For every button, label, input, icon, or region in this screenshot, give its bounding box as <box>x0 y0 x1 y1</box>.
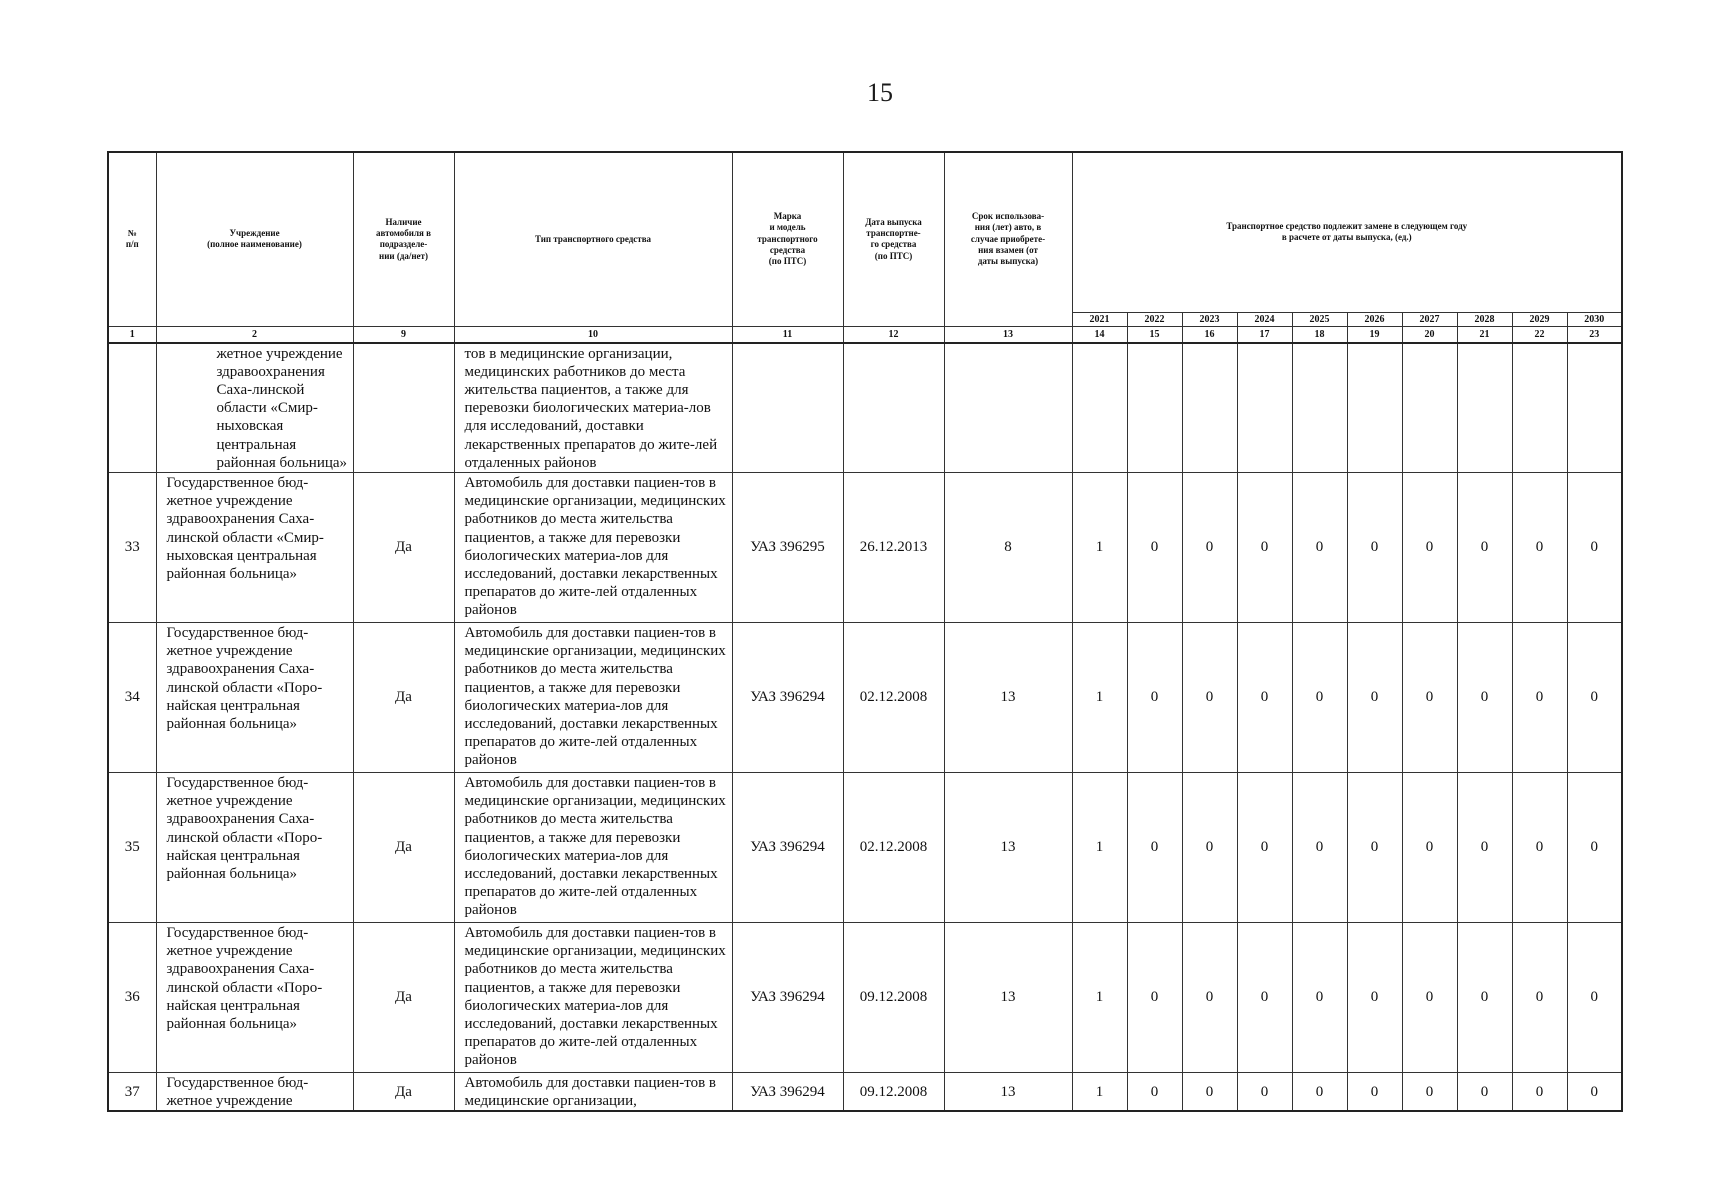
vehicle-type: тов в медицинские организации, медицинских работников до места жительства пациентов, а также для перевозки биологических материа-лов для исследований, доставки лекарственных препаратов до жите-лей отдаленных районов <box>454 343 732 473</box>
year-value <box>1127 343 1182 473</box>
year-value <box>1182 343 1237 473</box>
year-value: 0 <box>1402 1072 1457 1111</box>
year-value: 0 <box>1182 772 1237 922</box>
header-replacement-year: Транспортное средство подлежит замене в следующем году в расчете от даты выпуска, (ед.) <box>1072 152 1622 312</box>
year-value: 0 <box>1182 622 1237 772</box>
year-value: 0 <box>1127 1072 1182 1111</box>
institution-name: Государственное бюд-жетное учреждение здравоохранения Саха-линской области «Поро-найская центральная районная больница» <box>156 772 353 922</box>
column-number: 18 <box>1292 326 1347 343</box>
column-number: 17 <box>1237 326 1292 343</box>
table-row <box>108 922 1622 1072</box>
year-value <box>1072 343 1127 473</box>
vehicle-model: УАЗ 396294 <box>732 922 843 1072</box>
year-value: 1 <box>1072 622 1127 772</box>
vehicle-model: УАЗ 396294 <box>732 1072 843 1111</box>
year-value: 1 <box>1072 922 1127 1072</box>
table-row <box>108 1072 1622 1111</box>
year-value: 0 <box>1402 922 1457 1072</box>
column-number: 20 <box>1402 326 1457 343</box>
availability: Да <box>353 922 454 1072</box>
usage-term: 8 <box>944 472 1072 622</box>
year-value: 0 <box>1292 1072 1347 1111</box>
usage-term: 13 <box>944 1072 1072 1111</box>
year-value: 0 <box>1567 772 1622 922</box>
vehicle-model: УАЗ 396294 <box>732 622 843 772</box>
usage-term: 13 <box>944 922 1072 1072</box>
column-numbers-row <box>108 326 1622 343</box>
column-number: 14 <box>1072 326 1127 343</box>
year-value: 0 <box>1182 1072 1237 1111</box>
year-cell: 2026 <box>1347 312 1402 326</box>
table-row <box>108 772 1622 922</box>
column-number: 22 <box>1512 326 1567 343</box>
year-value <box>1402 343 1457 473</box>
year-value: 1 <box>1072 1072 1127 1111</box>
year-value: 0 <box>1182 472 1237 622</box>
header-number: № п/п <box>108 152 156 326</box>
column-number: 23 <box>1567 326 1622 343</box>
institution-name: Государственное бюд-жетное учреждение <box>156 1072 353 1111</box>
column-number: 11 <box>732 326 843 343</box>
year-value: 0 <box>1402 622 1457 772</box>
year-value <box>1237 343 1292 473</box>
year-cell: 2024 <box>1237 312 1292 326</box>
year-value <box>1292 343 1347 473</box>
column-number: 15 <box>1127 326 1182 343</box>
column-number: 9 <box>353 326 454 343</box>
header-vehicle-type: Тип транспортного средства <box>454 152 732 326</box>
year-cell: 2021 <box>1072 312 1127 326</box>
year-value <box>1457 343 1512 473</box>
column-number: 13 <box>944 326 1072 343</box>
year-value: 0 <box>1127 922 1182 1072</box>
table-row <box>108 343 1622 473</box>
year-value: 0 <box>1237 772 1292 922</box>
header-usage-term: Срок использова- ния (лет) авто, в случае приобрете- ния взамен (от даты выпуска) <box>944 152 1072 326</box>
vehicle-type: Автомобиль для доставки пациен-тов в медицинские организации, медицинских работников до места жительства пациентов, а также для перевозки биологических материа-лов для исследований, доставки лекарственных препаратов до жите-лей отдаленных районов <box>454 922 732 1072</box>
year-value: 0 <box>1567 472 1622 622</box>
header-model: Марка и модель транспортного средства (по ПТС) <box>732 152 843 326</box>
row-number <box>108 343 156 473</box>
availability <box>353 343 454 473</box>
row-number: 34 <box>108 622 156 772</box>
vehicle-replacement-table <box>107 151 1623 1112</box>
header-issue-date: Дата выпуска транспортне- го средства (по ПТС) <box>843 152 944 326</box>
year-value: 0 <box>1402 772 1457 922</box>
year-value: 0 <box>1237 622 1292 772</box>
availability: Да <box>353 622 454 772</box>
year-value: 0 <box>1127 472 1182 622</box>
year-value: 0 <box>1237 922 1292 1072</box>
column-number: 10 <box>454 326 732 343</box>
year-value: 0 <box>1237 472 1292 622</box>
year-value: 0 <box>1567 622 1622 772</box>
vehicle-type: Автомобиль для доставки пациен-тов в медицинские организации, медицинских работников до места жительства пациентов, а также для перевозки биологических материа-лов для исследований, доставки лекарственных препаратов до жите-лей отдаленных районов <box>454 622 732 772</box>
usage-term <box>944 343 1072 473</box>
column-number: 21 <box>1457 326 1512 343</box>
issue-date: 09.12.2008 <box>843 1072 944 1111</box>
year-value: 0 <box>1512 1072 1567 1111</box>
page-number: 15 <box>867 78 893 107</box>
year-value: 0 <box>1292 922 1347 1072</box>
issue-date: 26.12.2013 <box>843 472 944 622</box>
column-number: 19 <box>1347 326 1402 343</box>
vehicle-model: УАЗ 396294 <box>732 772 843 922</box>
year-value: 0 <box>1512 472 1567 622</box>
year-value: 0 <box>1457 922 1512 1072</box>
year-value: 0 <box>1512 772 1567 922</box>
year-cell: 2027 <box>1402 312 1457 326</box>
year-value: 0 <box>1347 1072 1402 1111</box>
year-cell: 2029 <box>1512 312 1567 326</box>
column-number: 2 <box>156 326 353 343</box>
year-cell: 2022 <box>1127 312 1182 326</box>
issue-date: 02.12.2008 <box>843 772 944 922</box>
year-value: 0 <box>1292 622 1347 772</box>
column-number: 1 <box>108 326 156 343</box>
institution-name: жетное учреждение здравоохранения Саха-линской области «Смир-ныховская центральная районная больница» <box>156 343 353 473</box>
year-value: 0 <box>1127 622 1182 772</box>
year-value <box>1347 343 1402 473</box>
year-cell: 2023 <box>1182 312 1237 326</box>
year-value: 0 <box>1127 772 1182 922</box>
year-cell: 2028 <box>1457 312 1512 326</box>
year-value: 0 <box>1457 622 1512 772</box>
year-value: 0 <box>1567 1072 1622 1111</box>
year-value: 0 <box>1567 922 1622 1072</box>
row-number: 33 <box>108 472 156 622</box>
issue-date <box>843 343 944 473</box>
availability: Да <box>353 1072 454 1111</box>
year-cell: 2025 <box>1292 312 1347 326</box>
vehicle-type: Автомобиль для доставки пациен-тов в медицинские организации, медицинских работников до места жительства пациентов, а также для перевозки биологических материа-лов для исследований, доставки лекарственных препаратов до жите-лей отдаленных районов <box>454 472 732 622</box>
year-value <box>1512 343 1567 473</box>
year-value: 1 <box>1072 472 1127 622</box>
vehicle-model: УАЗ 396295 <box>732 472 843 622</box>
row-number: 36 <box>108 922 156 1072</box>
row-number: 37 <box>108 1072 156 1111</box>
year-value: 0 <box>1347 622 1402 772</box>
issue-date: 09.12.2008 <box>843 922 944 1072</box>
year-value: 0 <box>1457 1072 1512 1111</box>
table-row <box>108 472 1622 622</box>
vehicle-type: Автомобиль для доставки пациен-тов в медицинские организации, медицинских работников до места жительства пациентов, а также для перевозки биологических материа-лов для исследований, доставки лекарственных препаратов до жите-лей отдаленных районов <box>454 772 732 922</box>
column-number: 12 <box>843 326 944 343</box>
table-row <box>108 622 1622 772</box>
vehicle-type: Автомобиль для доставки пациен-тов в медицинские организации, <box>454 1072 732 1111</box>
institution-name: Государственное бюд-жетное учреждение здравоохранения Саха-линской области «Поро-найская центральная районная больница» <box>156 922 353 1072</box>
year-value: 0 <box>1512 922 1567 1072</box>
institution-name: Государственное бюд-жетное учреждение здравоохранения Саха-линской области «Смир-ныховская центральная районная больница» <box>156 472 353 622</box>
year-value: 0 <box>1292 772 1347 922</box>
year-value: 0 <box>1182 922 1237 1072</box>
year-value: 0 <box>1512 622 1567 772</box>
availability: Да <box>353 772 454 922</box>
year-value: 0 <box>1402 472 1457 622</box>
institution-name: Государственное бюд-жетное учреждение здравоохранения Саха-линской области «Поро-найская центральная районная больница» <box>156 622 353 772</box>
vehicle-model <box>732 343 843 473</box>
usage-term: 13 <box>944 622 1072 772</box>
year-value: 0 <box>1347 472 1402 622</box>
year-value: 1 <box>1072 772 1127 922</box>
availability: Да <box>353 472 454 622</box>
year-value: 0 <box>1237 1072 1292 1111</box>
header-institution: Учреждение (полное наименование) <box>156 152 353 326</box>
year-value <box>1567 343 1622 473</box>
usage-term: 13 <box>944 772 1072 922</box>
header-availability: Наличие автомобиля в подразделе- нии (да/нет) <box>353 152 454 326</box>
year-value: 0 <box>1347 772 1402 922</box>
issue-date: 02.12.2008 <box>843 622 944 772</box>
year-value: 0 <box>1457 472 1512 622</box>
year-value: 0 <box>1457 772 1512 922</box>
year-value: 0 <box>1292 472 1347 622</box>
column-number: 16 <box>1182 326 1237 343</box>
row-number: 35 <box>108 772 156 922</box>
year-cell: 2030 <box>1567 312 1622 326</box>
year-value: 0 <box>1347 922 1402 1072</box>
